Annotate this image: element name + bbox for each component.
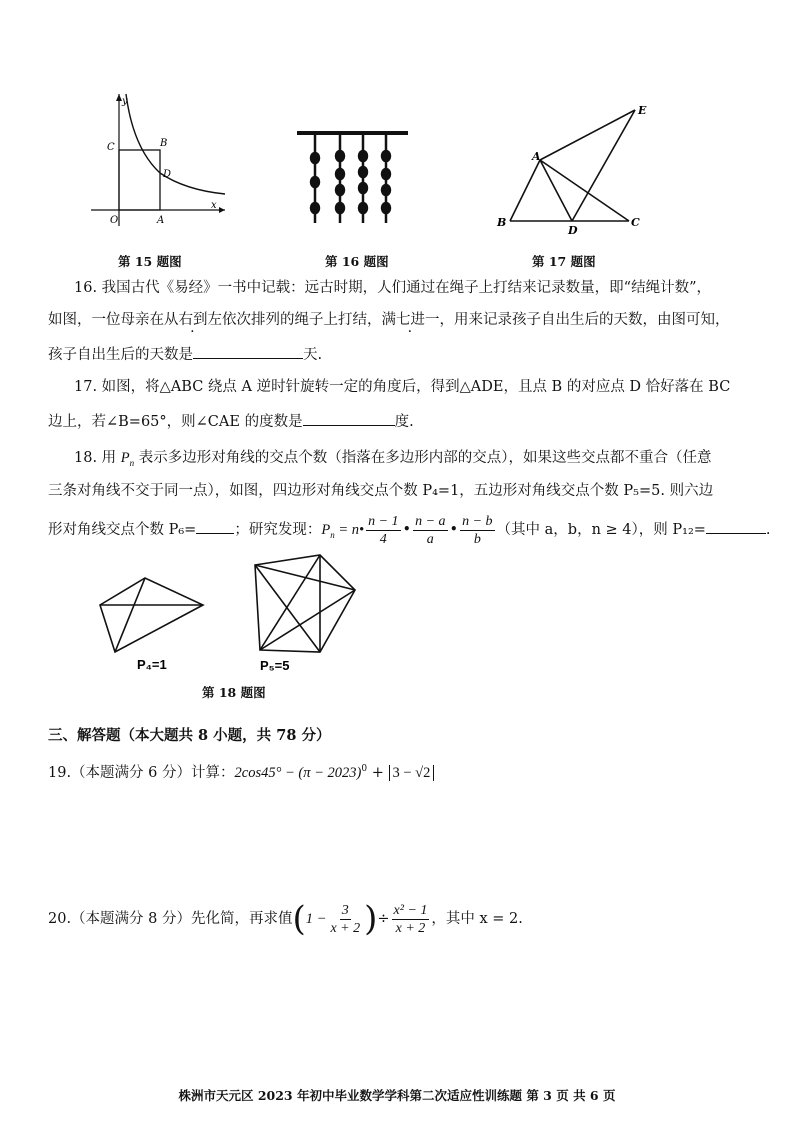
fig15-label-A: A	[157, 215, 165, 226]
fig18-p4-label: P₄=1	[137, 657, 167, 672]
q16-line3: 孩子自出生后的天数是 天.	[48, 343, 322, 365]
fig17-label-C: C	[631, 216, 640, 229]
q17-answer-blank[interactable]	[303, 410, 395, 426]
figure-17-triangles	[492, 100, 657, 235]
figure-18-pentagon	[245, 550, 365, 675]
q16-line2: 如图，一位母亲在从右到左依次排列的绳子上打结，满七进一，用来记录孩子自出生后的天数，由图可知，	[48, 312, 730, 328]
q19-line: 19.（本题满分 6 分）计算：$2\cos 45^\circ - (\pi - 2023)^0 + 3 - √2$	[48, 754, 434, 788]
figure-16-knots	[295, 128, 415, 228]
fig15-label-y: y	[122, 96, 128, 107]
fig17-label-D: D	[568, 224, 578, 235]
q17-line1: 17. 如图，将△ABC 绕点 A 逆时针旋转一定的角度后，得到△ADE，且点 B 的对应点 D 恰好落在 BC	[74, 379, 731, 395]
fig15-label-D: D	[163, 169, 172, 180]
q16-emphasis-2: 满七进一	[381, 312, 440, 328]
figure-15-graph	[85, 88, 235, 228]
figure-17-caption: 第 17 题图	[532, 254, 596, 269]
q18-line1: 18. 用 $P_n$ 表示多边形对角线的交点个数（指落在多边形内部的交点），如果这些交点都不重合（任意	[74, 450, 712, 468]
figure-18-quadrilateral	[95, 575, 235, 675]
fig17-label-B: B	[497, 216, 507, 229]
q18-frac-3: $\frac{n - b}{b}$	[462, 513, 493, 547]
q20-line: 20.（本题满分 8 分）先化简，再求值(1 − $\frac{3}{x + 2}$ )÷ $\frac{\text{x² − 1}}{x + 2}$ ，其中 x = 2.	[48, 899, 523, 939]
figure-18-caption: 第 18 题图	[202, 685, 266, 700]
fig15-label-x: x	[211, 200, 217, 211]
q18-frac-1: $\frac{n - 1}{4}$	[368, 513, 399, 547]
page-footer: 株洲市天元区 2023 年初中毕业数学学科第二次适应性训练题 第 3 页 共 6 页	[178, 1088, 616, 1103]
q17-line2: 边上，若∠B=65°，则∠CAE 的度数是 度.	[48, 410, 414, 432]
q16-answer-blank[interactable]	[193, 343, 303, 359]
fig15-label-O: O	[110, 215, 119, 226]
q18-p12-blank[interactable]	[706, 518, 766, 534]
fig15-label-B: B	[160, 138, 168, 149]
q18-p6-blank[interactable]	[196, 518, 234, 534]
q18-line2: 三条对角线不交于同一点），如图，四边形对角线交点个数 P₄=1，五边形对角线交点个数 P₅=5. 则六边	[48, 483, 714, 499]
q16-emphasis-1: 从右到左	[164, 312, 222, 328]
fig17-label-E: E	[638, 104, 647, 117]
q20-frac-a: $\frac{3}{x + 2}$	[330, 902, 361, 936]
fig17-label-A: A	[532, 150, 541, 163]
q18-line3: 形对角线交点个数 P₆= ；研究发现：$P_n$ = n• $\frac{n - 1}{4}$ • $\frac{n - a}{a}$ • $\frac{n - b}{b}$ （其中 a，b，n ≥ 4），则 P₁₂= .	[48, 513, 771, 547]
fig15-label-C: C	[107, 142, 115, 153]
q20-frac-b: $\frac{\text{x² − 1}}{x + 2}$	[393, 902, 428, 936]
q16-line1: 16. 我国古代《易经》一书中记载：远古时期，人们通过在绳子上打结来记录数量，即“结绳计数”，	[74, 280, 711, 296]
fig18-p5-label: P₅=5	[260, 658, 290, 673]
figure-15-caption: 第 15 题图	[118, 254, 182, 269]
q19-abs-value: 3 − √2	[389, 765, 435, 781]
q18-frac-2: $\frac{n - a}{a}$	[415, 513, 446, 547]
figure-16-caption: 第 16 题图	[325, 254, 389, 269]
section-3-heading: 三、解答题（本大题共 8 小题，共 78 分）	[48, 727, 331, 744]
